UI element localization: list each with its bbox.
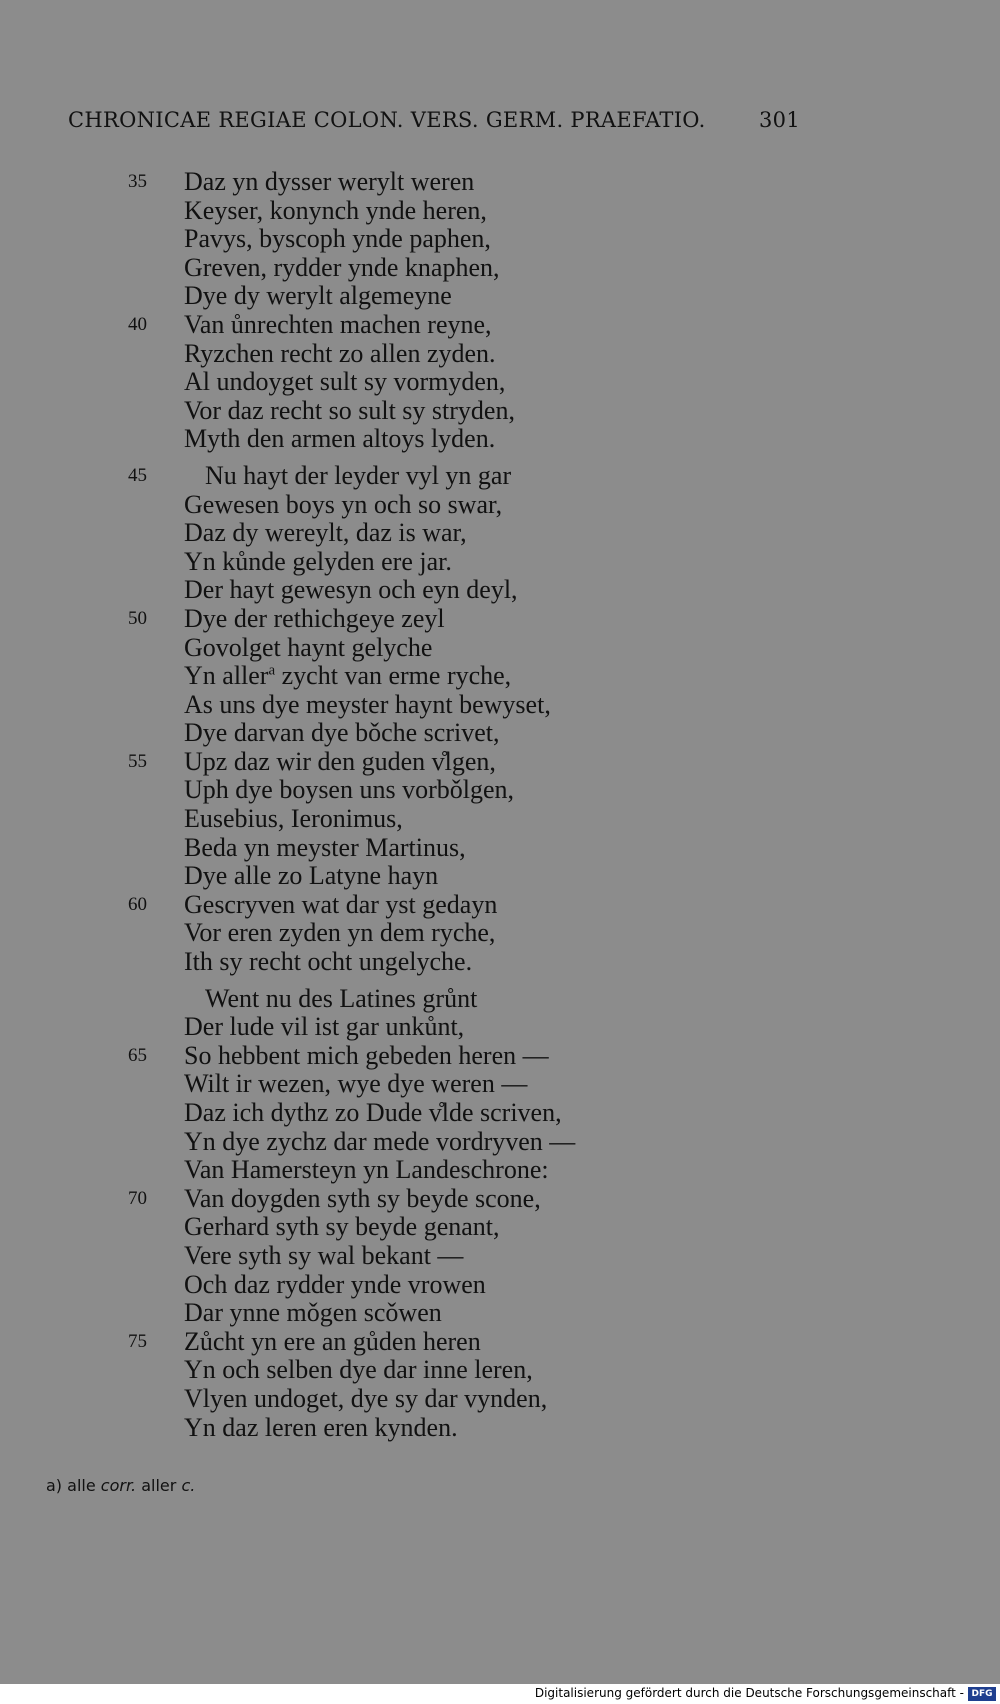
verse-text bbox=[184, 1156, 549, 1185]
verse-text-segment: Uph dye boysen uns vorbǒlgen, bbox=[184, 775, 515, 805]
verse-line bbox=[0, 548, 1000, 577]
stanza bbox=[0, 462, 1000, 977]
verse-line bbox=[0, 425, 1000, 454]
verse-text-segment: So hebbent mich gebeden heren — bbox=[184, 1040, 549, 1070]
verse-text-segment: Van ůnrechten machen reyne, bbox=[184, 309, 492, 339]
line-number: 55 bbox=[128, 750, 147, 772]
verse-text bbox=[184, 548, 452, 577]
verse-text bbox=[184, 1185, 541, 1214]
verse-text bbox=[184, 311, 492, 340]
footnote-text: aller bbox=[141, 1476, 177, 1495]
verse-text-segment: Beda yn meyster Martinus, bbox=[184, 832, 466, 862]
verse-line bbox=[0, 776, 1000, 805]
verse-text-segment: Dar ynne mǒgen scǒwen bbox=[184, 1298, 442, 1328]
verse-line bbox=[0, 519, 1000, 548]
verse-line bbox=[0, 1099, 1000, 1128]
verse-text bbox=[184, 719, 499, 748]
line-number: 60 bbox=[128, 893, 147, 915]
verse-text bbox=[205, 985, 477, 1014]
verse-line bbox=[0, 1070, 1000, 1099]
verse-text bbox=[184, 254, 500, 283]
verse-line bbox=[0, 225, 1000, 254]
verse-body bbox=[0, 168, 1000, 1450]
verse-text-segment: Daz dy wereylt, daz is war, bbox=[184, 518, 467, 548]
line-number: 75 bbox=[128, 1330, 147, 1352]
verse-line bbox=[0, 1299, 1000, 1328]
verse-line bbox=[0, 748, 1000, 777]
verse-text-segment: zycht van erme ryche, bbox=[275, 661, 512, 691]
verse-text-segment: Yn kůnde gelyden ere jar. bbox=[184, 546, 452, 576]
verse-line bbox=[0, 368, 1000, 397]
verse-text-segment: Yn och selben dye dar inne leren, bbox=[184, 1355, 533, 1385]
line-number: 70 bbox=[128, 1187, 147, 1209]
footnote-text: alle bbox=[67, 1476, 96, 1495]
verse-text-segment: Yn aller bbox=[184, 661, 269, 691]
verse-text bbox=[184, 605, 445, 634]
verse-line bbox=[0, 1328, 1000, 1357]
verse-line bbox=[0, 1128, 1000, 1157]
verse-text bbox=[184, 1299, 442, 1328]
verse-line bbox=[0, 634, 1000, 663]
verse-text bbox=[184, 776, 514, 805]
verse-text bbox=[184, 862, 438, 891]
verse-text bbox=[184, 1414, 458, 1443]
verse-text-segment: Ryzchen recht zo allen zyden. bbox=[184, 338, 496, 368]
verse-text bbox=[205, 462, 511, 491]
verse-text bbox=[184, 662, 511, 691]
running-title: CHRONICAE REGIAE COLON. VERS. GERM. PRAEFATIO. bbox=[68, 108, 706, 132]
footnote-marker: a bbox=[268, 662, 276, 679]
verse-text-segment: Van doygden syth sy beyde scone, bbox=[184, 1183, 541, 1213]
verse-text bbox=[184, 891, 497, 920]
verse-text-segment: Pavys, byscoph ynde paphen, bbox=[184, 224, 491, 254]
verse-text-segment: Al undoyget sult sy vormyden, bbox=[184, 367, 506, 397]
page-number: 301 bbox=[759, 108, 800, 132]
verse-text-segment: Vor eren zyden yn dem ryche, bbox=[184, 918, 496, 948]
verse-text-segment: Dye darvan dye bǒche scrivet, bbox=[184, 718, 500, 748]
verse-line bbox=[0, 462, 1000, 491]
verse-text-segment: Nu hayt der leyder vyl yn gar bbox=[205, 460, 512, 490]
line-number: 35 bbox=[128, 171, 147, 192]
verse-text bbox=[184, 1356, 533, 1385]
verse-line bbox=[0, 1385, 1000, 1414]
verse-line bbox=[0, 719, 1000, 748]
verse-text bbox=[184, 919, 495, 948]
verse-text-segment: Dye der rethichgeye zeyl bbox=[184, 603, 445, 633]
verse-text bbox=[184, 1242, 463, 1271]
verse-line bbox=[0, 168, 1000, 197]
verse-text bbox=[184, 397, 515, 426]
verse-line bbox=[0, 1156, 1000, 1185]
verse-line bbox=[0, 397, 1000, 426]
verse-text-segment: Greven, rydder ynde knaphen, bbox=[184, 252, 500, 282]
verse-line bbox=[0, 491, 1000, 520]
line-number: 45 bbox=[128, 464, 147, 486]
dfg-logo: DFG bbox=[968, 1687, 996, 1701]
verse-line bbox=[0, 197, 1000, 226]
verse-text-segment: Yn daz leren eren kynden. bbox=[184, 1412, 458, 1442]
verse-text-segment: Daz ich dythz zo Dude v̊lde scriven, bbox=[184, 1098, 562, 1127]
verse-line bbox=[0, 919, 1000, 948]
verse-line bbox=[0, 691, 1000, 720]
verse-text bbox=[184, 340, 496, 369]
verse-text-segment: Govolget haynt gelyche bbox=[184, 632, 433, 662]
verse-line bbox=[0, 1414, 1000, 1443]
verse-text-segment: Gescryven wat dar yst gedayn bbox=[184, 889, 498, 919]
verse-text bbox=[184, 834, 466, 863]
verse-text bbox=[184, 1042, 549, 1071]
line-number: 50 bbox=[128, 607, 147, 629]
verse-text bbox=[184, 805, 403, 834]
verse-text bbox=[184, 282, 452, 311]
stanza bbox=[0, 985, 1000, 1443]
verse-text bbox=[184, 1385, 547, 1414]
verse-text-segment: Gerhard syth sy beyde genant, bbox=[184, 1212, 500, 1242]
verse-text-segment: Zůcht yn ere an gůden heren bbox=[184, 1326, 481, 1356]
verse-line bbox=[0, 311, 1000, 340]
footnote bbox=[46, 1476, 195, 1495]
verse-line bbox=[0, 1213, 1000, 1242]
verse-text-segment: Went nu des Latines grůnt bbox=[205, 983, 478, 1013]
verse-text bbox=[184, 1013, 464, 1042]
verse-line bbox=[0, 662, 1000, 691]
verse-text-segment: Van Hamersteyn yn Landeschrone: bbox=[184, 1155, 549, 1185]
verse-line bbox=[0, 282, 1000, 311]
verse-text bbox=[184, 225, 491, 254]
verse-line bbox=[0, 1356, 1000, 1385]
verse-line bbox=[0, 1013, 1000, 1042]
verse-text bbox=[184, 1099, 562, 1128]
verse-text bbox=[184, 1128, 575, 1157]
verse-line bbox=[0, 834, 1000, 863]
verse-text-segment: Vere syth sy wal bekant — bbox=[184, 1240, 464, 1270]
footnote-abbrev: c. bbox=[181, 1476, 196, 1495]
verse-line bbox=[0, 605, 1000, 634]
verse-text-segment: Daz yn dysser werylt weren bbox=[184, 167, 475, 196]
verse-text bbox=[184, 948, 472, 977]
verse-line bbox=[0, 1042, 1000, 1071]
line-number: 65 bbox=[128, 1044, 147, 1066]
verse-line bbox=[0, 862, 1000, 891]
credit-text: Digitalisierung gefördert durch die Deutsche Forschungsgemeinschaft - bbox=[534, 1686, 964, 1700]
verse-text bbox=[184, 1070, 527, 1099]
verse-text-segment: Keyser, konynch ynde heren, bbox=[184, 195, 487, 225]
verse-line bbox=[0, 340, 1000, 369]
verse-text bbox=[184, 634, 432, 663]
verse-text-segment: Gewesen boys yn och so swar, bbox=[184, 489, 503, 519]
verse-line bbox=[0, 1185, 1000, 1214]
verse-text bbox=[184, 1271, 486, 1300]
verse-text bbox=[184, 491, 502, 520]
verse-text-segment: Och daz rydder ynde vrowen bbox=[184, 1269, 486, 1299]
stanza bbox=[0, 168, 1000, 454]
verse-text-segment: Vlyen undoget, dye sy dar vynden, bbox=[184, 1383, 548, 1413]
verse-text-segment: Vor daz recht so sult sy stryden, bbox=[184, 395, 515, 425]
verse-text bbox=[184, 368, 505, 397]
verse-text-segment: Eusebius, Ieronimus, bbox=[184, 804, 403, 834]
verse-line bbox=[0, 891, 1000, 920]
verse-line bbox=[0, 576, 1000, 605]
verse-line bbox=[0, 948, 1000, 977]
verse-text bbox=[184, 519, 467, 548]
verse-text bbox=[184, 197, 487, 226]
verse-text-segment: Upz daz wir den guden v̊lgen, bbox=[184, 746, 496, 776]
verse-text-segment: Der hayt gewesyn och eyn deyl, bbox=[184, 575, 518, 605]
verse-line bbox=[0, 985, 1000, 1014]
digitization-credit-bar bbox=[0, 1684, 1000, 1704]
verse-text bbox=[184, 168, 474, 197]
verse-line bbox=[0, 1271, 1000, 1300]
verse-line bbox=[0, 254, 1000, 283]
verse-text-segment: Wilt ir wezen, wye dye weren — bbox=[184, 1069, 528, 1099]
verse-line bbox=[0, 805, 1000, 834]
verse-text-segment: Ith sy recht ocht ungelyche. bbox=[184, 947, 473, 977]
verse-text-segment: As uns dye meyster haynt bewyset, bbox=[184, 689, 551, 719]
verse-text bbox=[184, 691, 551, 720]
verse-text-segment: Der lude vil ist gar unkůnt, bbox=[184, 1012, 465, 1042]
line-number: 40 bbox=[128, 313, 147, 335]
verse-text-segment: Dye alle zo Latyne hayn bbox=[184, 861, 439, 891]
verse-text-segment: Dye dy werylt algemeyne bbox=[184, 281, 452, 311]
verse-text-segment: Myth den armen altoys lyden. bbox=[184, 424, 496, 454]
verse-text bbox=[184, 1328, 481, 1357]
verse-text bbox=[184, 576, 518, 605]
footnote-abbrev: corr. bbox=[100, 1476, 137, 1495]
verse-text bbox=[184, 425, 495, 454]
verse-text bbox=[184, 748, 496, 777]
verse-text-segment: Yn dye zychz dar mede vordryven — bbox=[184, 1126, 576, 1156]
verse-line bbox=[0, 1242, 1000, 1271]
footnote-label: a) bbox=[46, 1476, 63, 1495]
verse-text bbox=[184, 1213, 500, 1242]
